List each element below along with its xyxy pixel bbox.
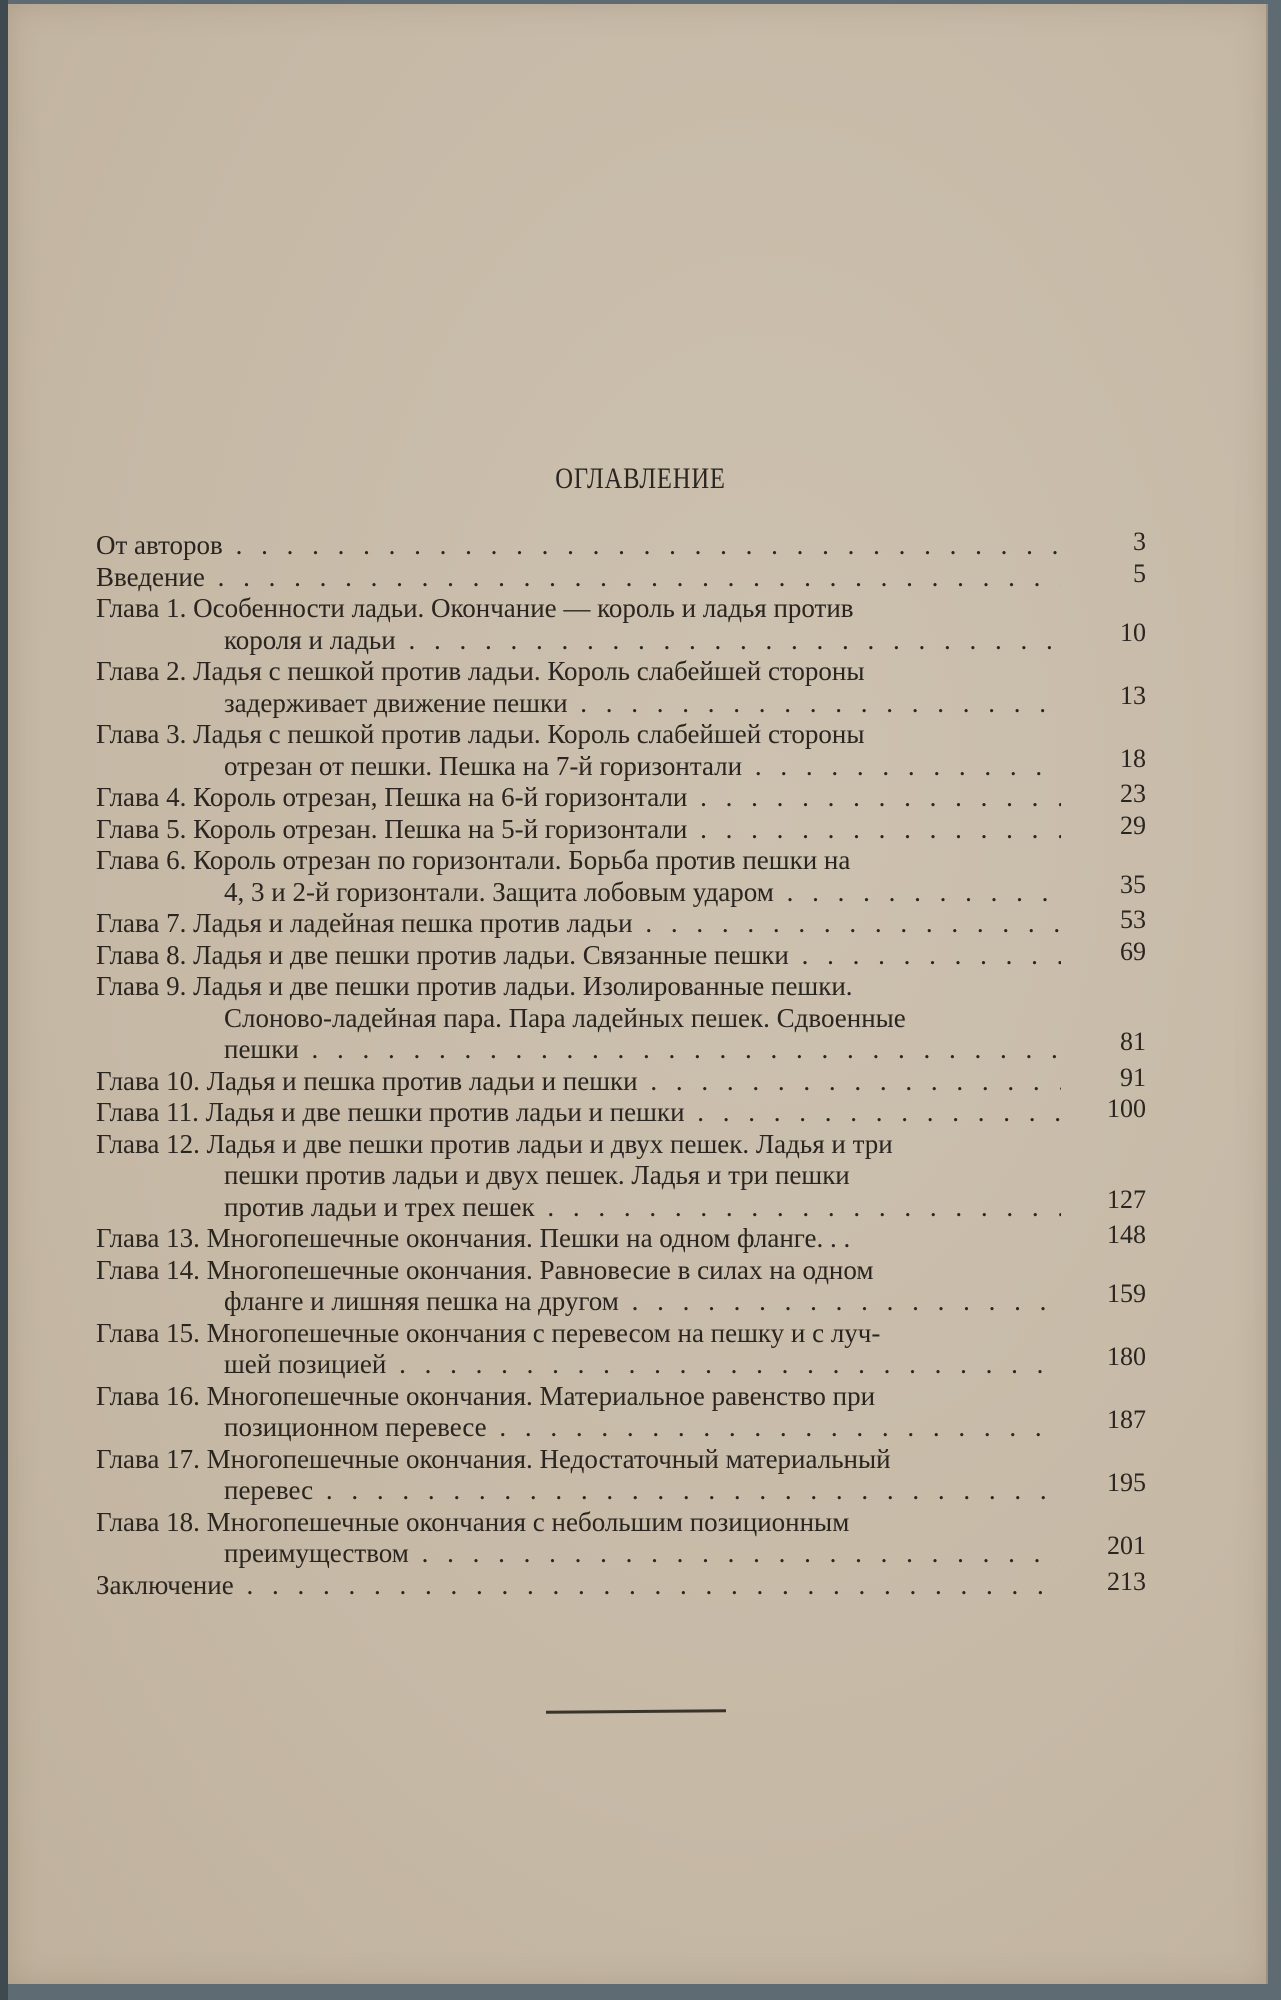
toc-entry-line	[96, 1318, 1061, 1350]
toc-entry-line	[96, 1160, 1061, 1192]
toc-entry-line	[96, 1192, 1061, 1224]
toc-entry	[96, 971, 1146, 1066]
toc-entry-line	[96, 814, 1061, 846]
toc-entry	[96, 656, 1146, 719]
toc-entry	[96, 936, 1146, 972]
toc-entry-text: Глава 3. Ладья с пешкой против ладьи. Король слабейшей стороны	[96, 719, 865, 749]
toc-entry-line	[96, 1507, 1061, 1539]
toc-entry-text: Глава 11. Ладья и две пешки против ладьи и пешки	[96, 1097, 685, 1127]
toc-entry	[96, 1094, 1146, 1129]
toc-entry	[96, 779, 1146, 814]
toc-entry-line	[96, 1066, 1061, 1098]
toc-page-number: 69	[1120, 936, 1146, 966]
toc-entry-text: задерживает движение пешки	[224, 687, 568, 718]
toc-entry-text: пешки	[224, 1034, 299, 1064]
toc-entry-line	[96, 1003, 1061, 1035]
toc-page-number: 159	[1107, 1279, 1146, 1308]
toc-entry	[96, 1062, 1146, 1098]
toc-page-number: 3	[1133, 527, 1146, 556]
toc-page-number: 29	[1120, 810, 1146, 840]
toc-page-number: 91	[1120, 1062, 1146, 1092]
toc-entry-text: короля и ладьи	[224, 624, 396, 655]
toc-entry-line	[96, 940, 1061, 972]
toc-entry-line	[96, 1444, 1061, 1476]
toc-page-number: 100	[1107, 1094, 1146, 1123]
toc-entry-text: фланге и лишняя пешка на другом	[224, 1286, 619, 1316]
toc-entry-text: Глава 5. Король отрезан. Пешка на 5-й горизонтали	[96, 813, 688, 844]
toc-entry-text: Глава 14. Многопешечные окончания. Равновесие в силах на одном	[96, 1254, 874, 1285]
toc-entry-text: Глава 1. Особенности ладьи. Окончание — король и ладья против	[96, 593, 854, 623]
toc-entry-text: Глава 10. Ладья и пешка против ладьи и пешки	[96, 1065, 638, 1096]
toc-entry-line	[96, 656, 1061, 688]
toc-entry-line	[96, 1349, 1061, 1381]
toc-entry-line	[96, 971, 1061, 1003]
toc-page-number: 201	[1107, 1531, 1146, 1560]
toc-entry-line	[96, 1412, 1061, 1444]
toc-entry	[96, 558, 1146, 594]
toc-entry-text: Глава 12. Ладья и две пешки против ладьи и двух пешек. Ладья и три	[96, 1128, 893, 1159]
toc-page-number: 127	[1107, 1184, 1146, 1214]
toc-page-number: 180	[1107, 1342, 1146, 1371]
toc-entry-text: От авторов	[96, 530, 223, 560]
toc-entry-line	[96, 1129, 1061, 1161]
toc-page-number: 187	[1107, 1405, 1146, 1434]
toc-entry-line	[96, 845, 1061, 877]
toc-entry	[96, 1507, 1146, 1570]
toc-page-number: 148	[1107, 1220, 1146, 1249]
toc-entry-text: 4, 3 и 2-й горизонтали. Защита лобовым ударом	[224, 876, 774, 907]
toc-entry-line	[96, 593, 1061, 625]
toc-entry-line	[96, 562, 1061, 594]
toc-entry-line	[96, 1570, 1061, 1602]
toc-entry-line	[96, 1223, 1061, 1255]
toc-entry	[96, 1566, 1146, 1602]
toc-page-number: 23	[1120, 779, 1146, 808]
toc-page-number: 35	[1120, 869, 1146, 899]
toc-entry	[96, 810, 1146, 846]
toc-entry	[96, 1255, 1146, 1318]
toc-entry-line	[96, 1255, 1061, 1287]
toc-entry	[96, 1381, 1146, 1444]
toc-entry	[96, 1444, 1146, 1507]
toc-page-number: 13	[1120, 680, 1146, 710]
toc-entry-text: Введение	[96, 561, 205, 592]
toc-entry-line	[96, 1286, 1061, 1318]
toc-entry	[96, 1220, 1146, 1255]
toc-entry-text: пешки против ладьи и двух пешек. Ладья и три пешки	[224, 1160, 850, 1190]
toc-entry-text: Глава 8. Ладья и две пешки против ладьи. Связанные пешки	[96, 939, 789, 970]
toc-page-number: 81	[1120, 1027, 1146, 1056]
toc-entry-line	[96, 1097, 1061, 1129]
toc-page-number: 10	[1120, 617, 1146, 647]
book-spine-edge	[0, 0, 8, 2000]
table-of-contents	[96, 527, 1146, 1601]
toc-entry-line	[96, 1034, 1061, 1066]
toc-entry-text: Глава 15. Многопешечные окончания с перевесом на пешку и с луч-	[96, 1317, 881, 1348]
toc-page-number: 5	[1133, 558, 1146, 588]
toc-entry-text: Глава 6. Король отрезан по горизонтали. Борьба против пешки на	[96, 845, 851, 875]
toc-entry-text: Глава 13. Многопешечные окончания. Пешки на одном фланге. . .	[96, 1223, 851, 1253]
toc-entry-text: перевес	[224, 1475, 314, 1505]
toc-entry-text: позиционном перевесе	[224, 1412, 487, 1442]
toc-entry-text: Глава 4. Король отрезан, Пешка на 6-й горизонтали	[96, 782, 688, 812]
toc-entry-line	[96, 751, 1061, 783]
toc-entry-line	[96, 688, 1061, 720]
toc-entry-line	[96, 625, 1061, 657]
toc-entry-line	[96, 1381, 1061, 1413]
toc-entry-text: Слоново-ладейная пара. Пара ладейных пешек. Сдвоенные	[224, 1002, 906, 1033]
page-title: ОГЛАВЛЕНИЕ	[555, 462, 726, 495]
toc-entry	[96, 593, 1146, 656]
toc-entry	[96, 1129, 1146, 1224]
toc-entry	[96, 719, 1146, 782]
toc-entry-line	[96, 719, 1061, 751]
toc-entry-text: Глава 16. Многопешечные окончания. Материальное равенство при	[96, 1380, 876, 1411]
toc-entry-text: Глава 2. Ладья с пешкой против ладьи. Король слабейшей стороны	[96, 656, 865, 686]
toc-entry-text: Глава 17. Многопешечные окончания. Недостаточный материальный	[96, 1443, 891, 1474]
toc-entry	[96, 845, 1146, 908]
toc-entry-text: Глава 18. Многопешечные окончания с небольшим позиционным	[96, 1506, 850, 1537]
toc-entry-line	[96, 530, 1061, 562]
toc-entry-line	[96, 908, 1061, 940]
toc-entry	[96, 527, 1146, 562]
toc-entry-line	[96, 877, 1061, 909]
toc-entry-text: Глава 9. Ладья и две пешки против ладьи. Изолированные пешки.	[96, 971, 853, 1001]
toc-entry-line	[96, 1538, 1061, 1570]
toc-entry-text: Глава 7. Ладья и ладейная пешка против ладьи	[96, 908, 633, 938]
toc-entry-text: отрезан от пешки. Пешка на 7-й горизонтали	[224, 750, 743, 781]
toc-page-number: 213	[1107, 1566, 1146, 1596]
toc-entry-text: преимуществом	[224, 1538, 409, 1568]
toc-page-number: 195	[1107, 1468, 1146, 1497]
toc-entry-line	[96, 782, 1061, 814]
toc-page-number: 18	[1120, 743, 1146, 773]
toc-entry-line	[96, 1475, 1061, 1507]
toc-entry	[96, 1318, 1146, 1381]
toc-entry-text: против ладьи и трех пешек	[224, 1191, 535, 1222]
toc-entry-text: Заключение	[96, 1569, 234, 1600]
toc-entry	[96, 905, 1146, 940]
toc-page-number: 53	[1120, 905, 1146, 934]
toc-entry-text: шей позицией	[224, 1349, 387, 1379]
